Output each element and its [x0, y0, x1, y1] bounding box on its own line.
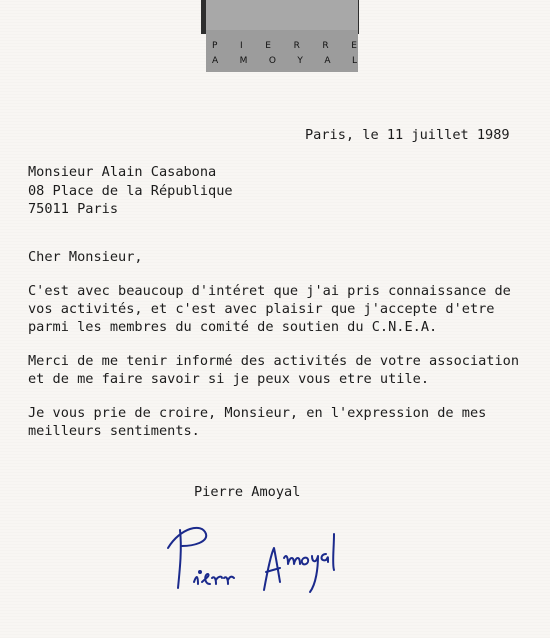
paragraph-2-line-1: Merci de me tenir informé des activités de votre association [28, 353, 520, 369]
letterhead-first-name: P I E R R E [212, 41, 357, 51]
recipient-street: 08 Place de la République [28, 183, 233, 199]
handwritten-signature [160, 508, 350, 608]
letterhead-logo-grey-top [206, 0, 358, 30]
letter-date: Paris, le 11 juillet 1989 [305, 127, 510, 143]
signatory-name: Pierre Amoyal [194, 484, 301, 500]
recipient-name: Monsieur Alain Casabona [28, 164, 217, 180]
paragraph-3-line-1: Je vous prie de croire, Monsieur, en l'expression de mes [28, 405, 487, 421]
letterhead-last-name: A M O Y A L [212, 56, 357, 66]
recipient-city: 75011 Paris [28, 201, 119, 217]
paragraph-3-line-2: meilleurs sentiments. [28, 423, 200, 439]
salutation: Cher Monsieur, [28, 249, 143, 265]
paragraph-1-line-1: C'est avec beaucoup d'intéret que j'ai pris connaissance de [28, 283, 511, 299]
paragraph-2-line-2: et de me faire savoir si je peux vous etre utile. [28, 371, 430, 387]
paragraph-1-line-2: vos activités, et c'est avec plaisir que j'accepte d'etre [28, 301, 495, 317]
paragraph-1-line-3: parmi les membres du comité de soutien du C.N.E.A. [28, 319, 438, 335]
